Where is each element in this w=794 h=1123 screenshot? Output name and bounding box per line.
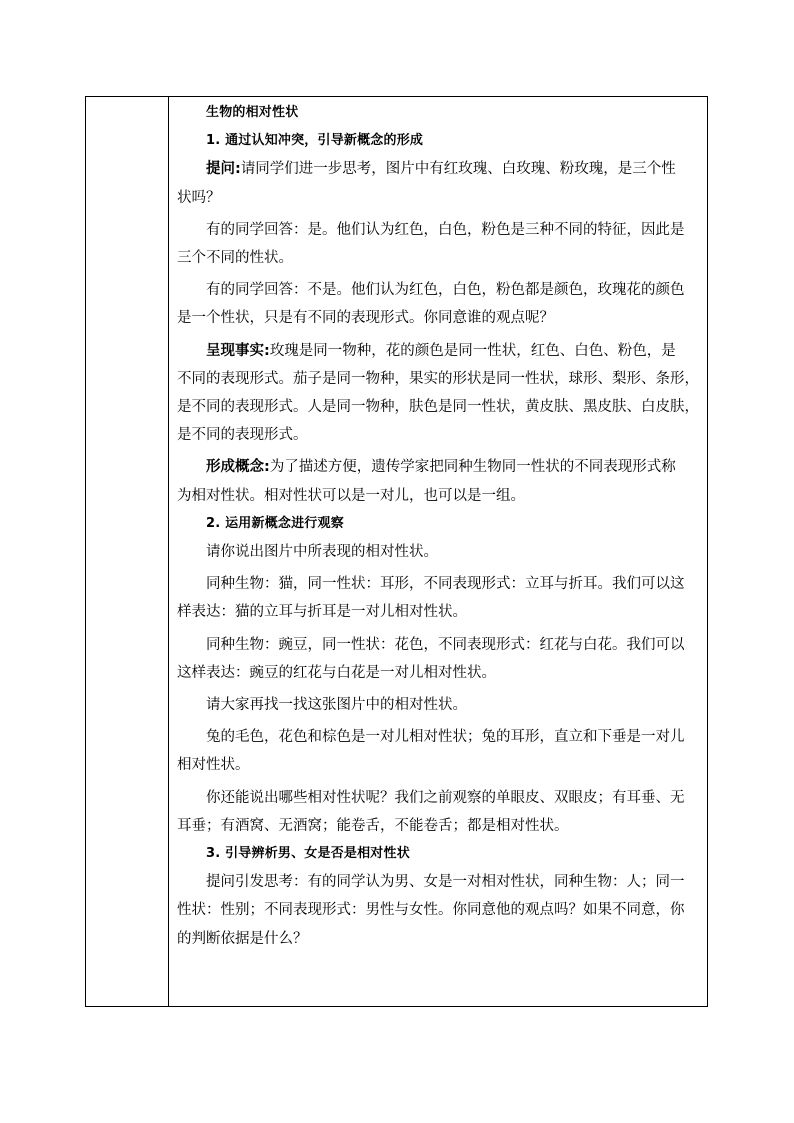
paragraph-line: 耳垂；有酒窝、无酒窝；能卷舌，不能卷舌；都是相对性状。 xyxy=(177,817,569,834)
paragraph-line: 是不同的表现形式。 xyxy=(177,427,308,444)
paragraph-line: 性状：性别；不同表现形式：男性与女性。你同意他的观点吗？如果不同意，你 xyxy=(177,902,685,919)
paragraph-question: 提问:请同学们进一步思考，图片中有红玫瑰、白玫瑰、粉玫瑰，是三个性 xyxy=(206,161,676,178)
paragraph-label: 呈现事实: xyxy=(206,342,270,359)
paragraph-line: 这样表达：豌豆的红花与白花是一对儿相对性状。 xyxy=(177,664,496,681)
paragraph-label: 形成概念: xyxy=(206,459,270,476)
paragraph-line: 的判断依据是什么？ xyxy=(177,930,308,947)
paragraph-line: 为相对性状。相对性状可以是一对儿，也可以是一组。 xyxy=(177,487,525,504)
paragraph-concept: 形成概念:为了描述方便，遗传学家把同种生物同一性状的不同表现形式称 xyxy=(206,459,676,476)
paragraph-pea: 同种生物：豌豆，同一性状：花色，不同表现形式：红花与白花。我们可以 xyxy=(206,636,685,653)
paragraph-answer-yes: 有的同学回答：是。他们认为红色，白色，粉色是三种不同的特征，因此是 xyxy=(206,221,685,238)
lesson-table xyxy=(85,96,708,1007)
table-content-cell xyxy=(169,97,707,1006)
paragraph-facts: 呈现事实:玫瑰是同一物种，花的颜色是同一性状，红色、白色、粉色，是 xyxy=(206,342,676,359)
paragraph-rabbit: 兔的毛色，花色和棕色是一对儿相对性状；兔的耳形，直立和下垂是一对儿 xyxy=(206,729,685,746)
paragraph-label: 提问: xyxy=(206,161,241,178)
paragraph-line: 是一个性状，只是有不同的表现形式。你同意谁的观点呢？ xyxy=(177,310,554,327)
paragraph-answer-no: 有的同学回答：不是。他们认为红色，白色，粉色都是颜色，玫瑰花的颜色 xyxy=(206,282,685,299)
cell-title: 生物的相对性状 xyxy=(206,105,299,120)
paragraph-gender: 提问引发思考：有的同学认为男、女是一对相对性状，同种生物：人；同一 xyxy=(206,874,685,891)
section-heading-1: 1. 通过认知冲突，引导新概念的形成 xyxy=(206,133,424,149)
paragraph-line: 相对性状。 xyxy=(177,757,250,774)
paragraph-line: 样表达：猫的立耳与折耳是一对儿相对性状。 xyxy=(177,604,467,621)
paragraph-more: 你还能说出哪些相对性状呢？我们之前观察的单眼皮、双眼皮；有耳垂、无 xyxy=(206,789,685,806)
section-heading-2: 2. 运用新概念进行观察 xyxy=(206,515,344,531)
table-left-column xyxy=(86,97,169,1006)
paragraph-line: 状吗？ xyxy=(177,189,221,206)
paragraph-line: 是不同的表现形式。人是同一物种，肤色是同一性状，黄皮肤、黑皮肤、白皮肤， xyxy=(177,399,699,416)
paragraph-line: 不同的表现形式。茄子是同一物种，果实的形状是同一性状，球形、梨形、条形， xyxy=(177,370,699,387)
paragraph-find: 请大家再找一找这张图片中的相对性状。 xyxy=(206,697,467,714)
paragraph-line: 三个不同的性状。 xyxy=(177,250,293,267)
section-heading-3: 3. 引导辨析男、女是否是相对性状 xyxy=(206,846,410,862)
paragraph-prompt: 请你说出图片中所表现的相对性状。 xyxy=(206,544,438,561)
paragraph-cat: 同种生物：猫，同一性状：耳形，不同表现形式：立耳与折耳。我们可以这 xyxy=(206,576,685,593)
